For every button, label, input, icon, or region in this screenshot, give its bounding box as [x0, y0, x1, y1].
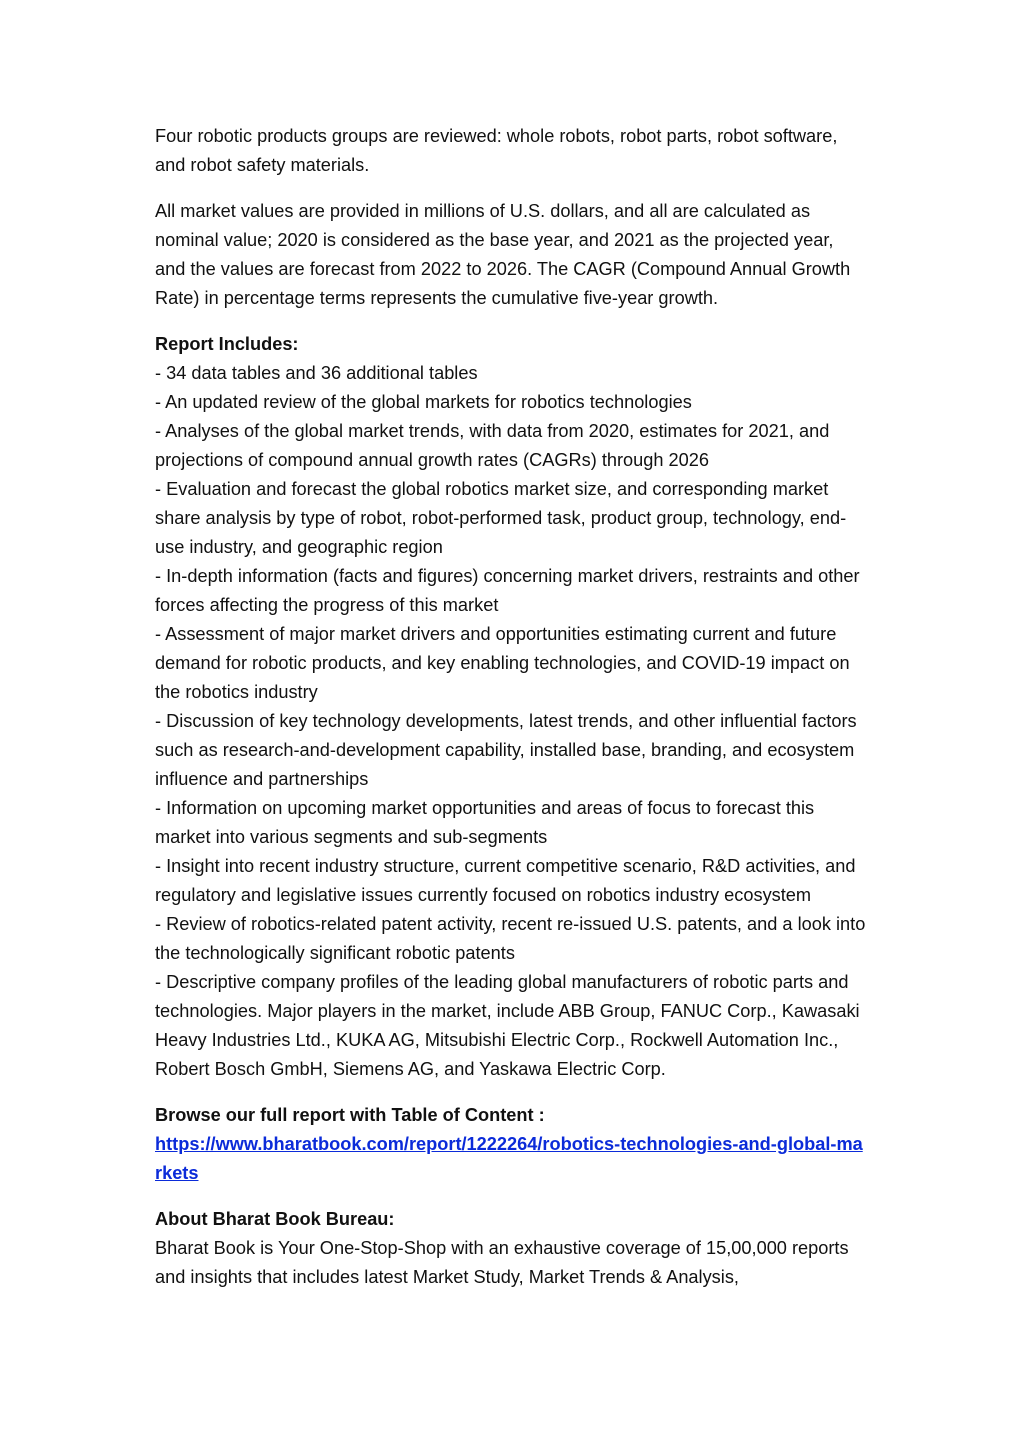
list-item: - Descriptive company profiles of the leading global manufacturers of robotic parts and technologies. Major players in the market, include ABB Group, FANUC Corp., Kawasaki Heavy Industries Ltd., KUKA AG, Mitsubishi Electric Corp., Rockwell Automation Inc., Robert Bosch GmbH, Siemens AG, and Yaskawa Electric Corp. [155, 972, 860, 1079]
document-page [155, 122, 867, 1292]
report-includes-section [155, 330, 867, 1084]
intro-paragraph-1: Four robotic products groups are reviewed: whole robots, robot parts, robot software, and robot safety materials. [155, 126, 838, 175]
list-item: - Evaluation and forecast the global robotics market size, and corresponding market share analysis by type of robot, robot-performed task, product group, technology, end-use industry, and geographic region [155, 479, 847, 557]
report-link[interactable]: https://www.bharatbook.com/report/1222264/robotics-technologies-and-global-markets [155, 1134, 863, 1183]
list-item: - Review of robotics-related patent activity, recent re-issued U.S. patents, and a look into the technologically significant robotic patents [155, 914, 866, 963]
about-heading: About Bharat Book Bureau: [155, 1209, 395, 1229]
list-item: - Insight into recent industry structure, current competitive scenario, R&D activities, and regulatory and legislative issues currently focused on robotics industry ecosystem [155, 856, 856, 905]
about-section [155, 1205, 867, 1292]
list-item: - In-depth information (facts and figures) concerning market drivers, restraints and other forces affecting the progress of this market [155, 566, 860, 615]
intro-paragraph-2: All market values are provided in millions of U.S. dollars, and all are calculated as nominal value; 2020 is considered as the base year, and 2021 as the projected year, and the values are forecast from 2022 to 2026. The CAGR (Compound Annual Growth Rate) in percentage terms represents the cumulative five-year growth. [155, 201, 851, 308]
list-item: - 34 data tables and 36 additional tables [155, 363, 478, 383]
browse-heading: Browse our full report with Table of Content : [155, 1105, 545, 1125]
list-item: - Analyses of the global market trends, with data from 2020, estimates for 2021, and projections of compound annual growth rates (CAGRs) through 2026 [155, 421, 830, 470]
list-item: - Information on upcoming market opportunities and areas of focus to forecast this market into various segments and sub-segments [155, 798, 815, 847]
browse-section [155, 1101, 867, 1188]
report-includes-heading: Report Includes: [155, 334, 299, 354]
list-item: - Assessment of major market drivers and opportunities estimating current and future demand for robotic products, and key enabling technologies, and COVID-19 impact on the robotics industry [155, 624, 850, 702]
about-text: Bharat Book is Your One-Stop-Shop with an exhaustive coverage of 15,00,000 reports and insights that includes latest Market Study, Market Trends & Analysis, [155, 1238, 849, 1287]
list-item: - Discussion of key technology developments, latest trends, and other influential factors such as research-and-development capability, installed base, branding, and ecosystem influence and partnerships [155, 711, 857, 789]
list-item: - An updated review of the global markets for robotics technologies [155, 392, 692, 412]
